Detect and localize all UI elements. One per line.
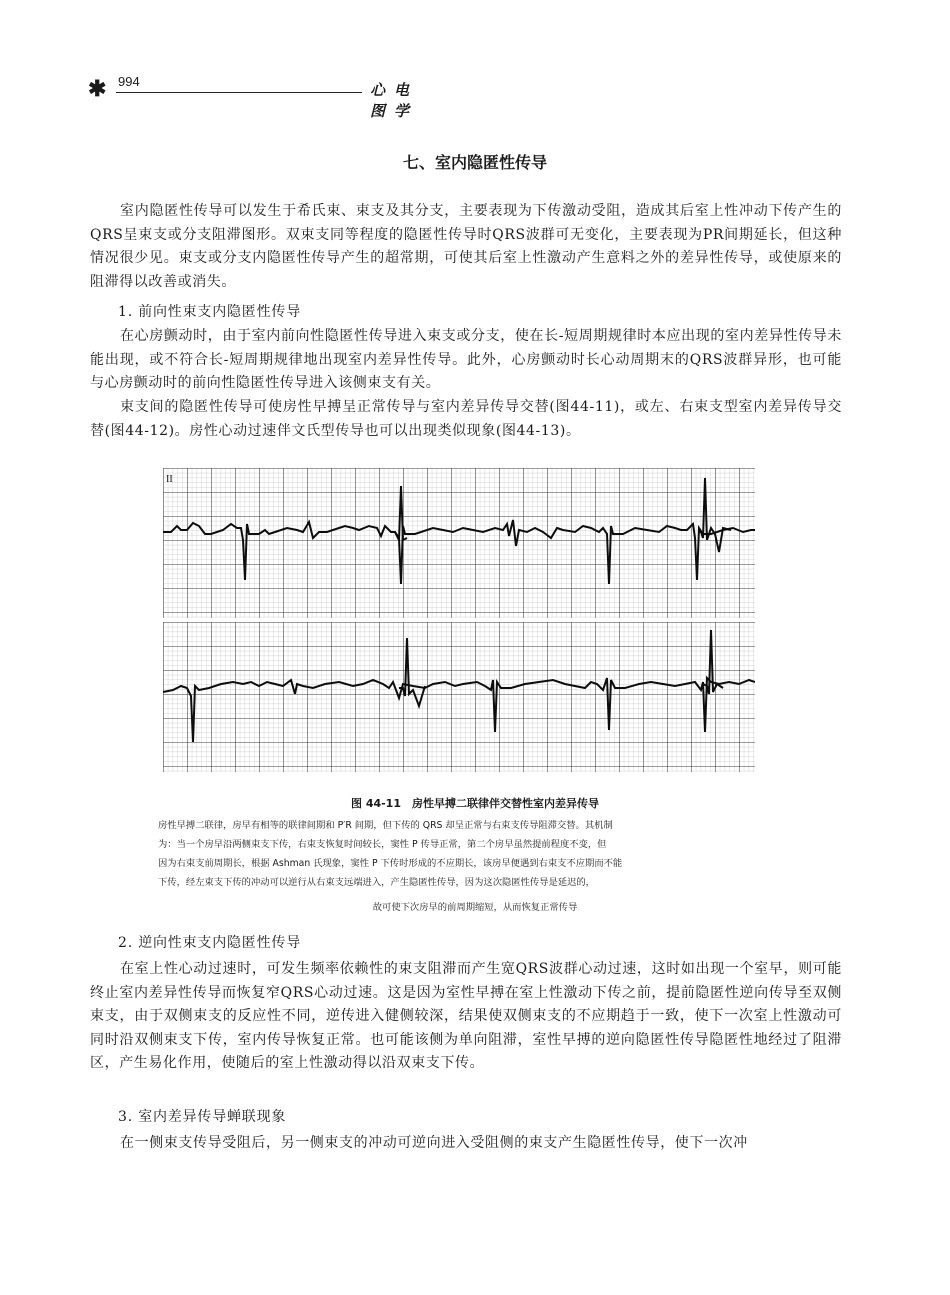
subsection-3-paragraph-1: 在一侧束支传导受阻后，另一侧束支的冲动可逆向进入受阻侧的束支产生隐匿性传导，使下一次冲 xyxy=(120,1135,748,1151)
lead-label: II xyxy=(166,474,173,485)
page-number: 994 xyxy=(118,74,140,89)
book-title: 心电图学 xyxy=(370,81,419,120)
figure-caption-line: 因为右束支前周期长，根据 Ashman 氏现象，窦性 P 下传时形成的不应期长，该房早便遇到右束支不应期而不能 xyxy=(158,858,623,869)
figure-caption-line: 房性早搏二联律，房早有相等的联律间期和 P′R 间期，但下传的 QRS 却呈正常与右束支传导阻滞交替。其机制 xyxy=(158,820,613,831)
ecg-strip-1 xyxy=(163,468,755,618)
decorative-star-icon: ✱ xyxy=(88,76,107,102)
figure-caption-line: 下传，经左束支下传的冲动可以逆行从右束支远端进入，产生隐匿性传导，因为这次隐匿性传导是延迟的， xyxy=(158,877,595,888)
subsection-1-paragraph-2: 束支间的隐匿性传导可使房性早搏呈正常传导与室内差异传导交替(图44-11)，或左、右束支型室内差异传导交替(图44-12)。房性心动过速伴文氏型传导也可以出现类似现象(图44-13)。 xyxy=(90,399,842,439)
figure-title: 图 44-11 房性早搏二联律伴交替性室内差异传导 xyxy=(350,797,599,810)
subsection-1-paragraph-1: 在心房颤动时，由于室内前向性隐匿性传导进入束支或分支，使在长-短周期规律时本应出现的室内差异性传导未能出现，或不符合长-短周期规律地出现室内差异性传导。此外，心房颤动时长心动周期末的QRS波群异形，也可能与心房颤动时的前向性隐匿性传导进入该侧束支有关。 xyxy=(90,328,842,391)
ecg-grid xyxy=(163,622,755,772)
subsection-2-heading: 2. 逆向性束支内隐匿性传导 xyxy=(118,935,302,951)
figure-caption-line: 故可使下次房早的前周期缩短，从而恢复正常传导 xyxy=(372,902,578,913)
subsection-1-heading: 1. 前向性束支内隐匿性传导 xyxy=(118,304,302,320)
subsection-2-paragraph-1: 在室上性心动过速时，可发生频率依赖性的束支阻滞而产生宽QRS波群心动过速，这时如出现一个室早，则可能终止室内差异性传导而恢复窄QRS心动过速。这是因为室性早搏在室上性激动下传之前，提前隐匿性逆向传导至双侧束支，由于双侧束支的反应性不同，逆传进入健侧较深，结果使双侧束支的不应期趋于一致，使下一次室上性激动可同时沿双侧束支下传，室内传导恢复正常。也可能该侧为单向阻滞，室性早搏的逆向隐匿性传导隐匿性地经过了阻滞区，产生易化作用，使随后的室上性激动得以沿双束支下传。 xyxy=(90,961,842,1071)
running-header xyxy=(88,74,419,120)
ecg-grid xyxy=(163,468,755,618)
ecg-strip-2 xyxy=(163,622,755,772)
header-rule xyxy=(116,92,362,93)
section-title: 七、室内隐匿性传导 xyxy=(402,153,547,172)
intro-paragraph: 室内隐匿性传导可以发生于希氏束、束支及其分支，主要表现为下传激动受阻，造成其后室上性冲动下传产生的QRS呈束支或分支阻滞图形。双束支同等程度的隐匿性传导时QRS波群可无变化，主要表现为PR间期延长，但这种情况很少见。束支或分支内隐匿性传导产生的超常期，可使其后室上性激动产生意料之外的差异性传导，或使原来的阻滞得以改善或消失。 xyxy=(90,203,842,290)
figure-caption-line: 为：当一个房早沿两侧束支下传，右束支恢复时间较长，窦性 P 传导正常，第二个房早虽然提前程度不变，但 xyxy=(158,839,607,850)
subsection-3-heading: 3. 室内差异传导蝉联现象 xyxy=(118,1109,287,1125)
